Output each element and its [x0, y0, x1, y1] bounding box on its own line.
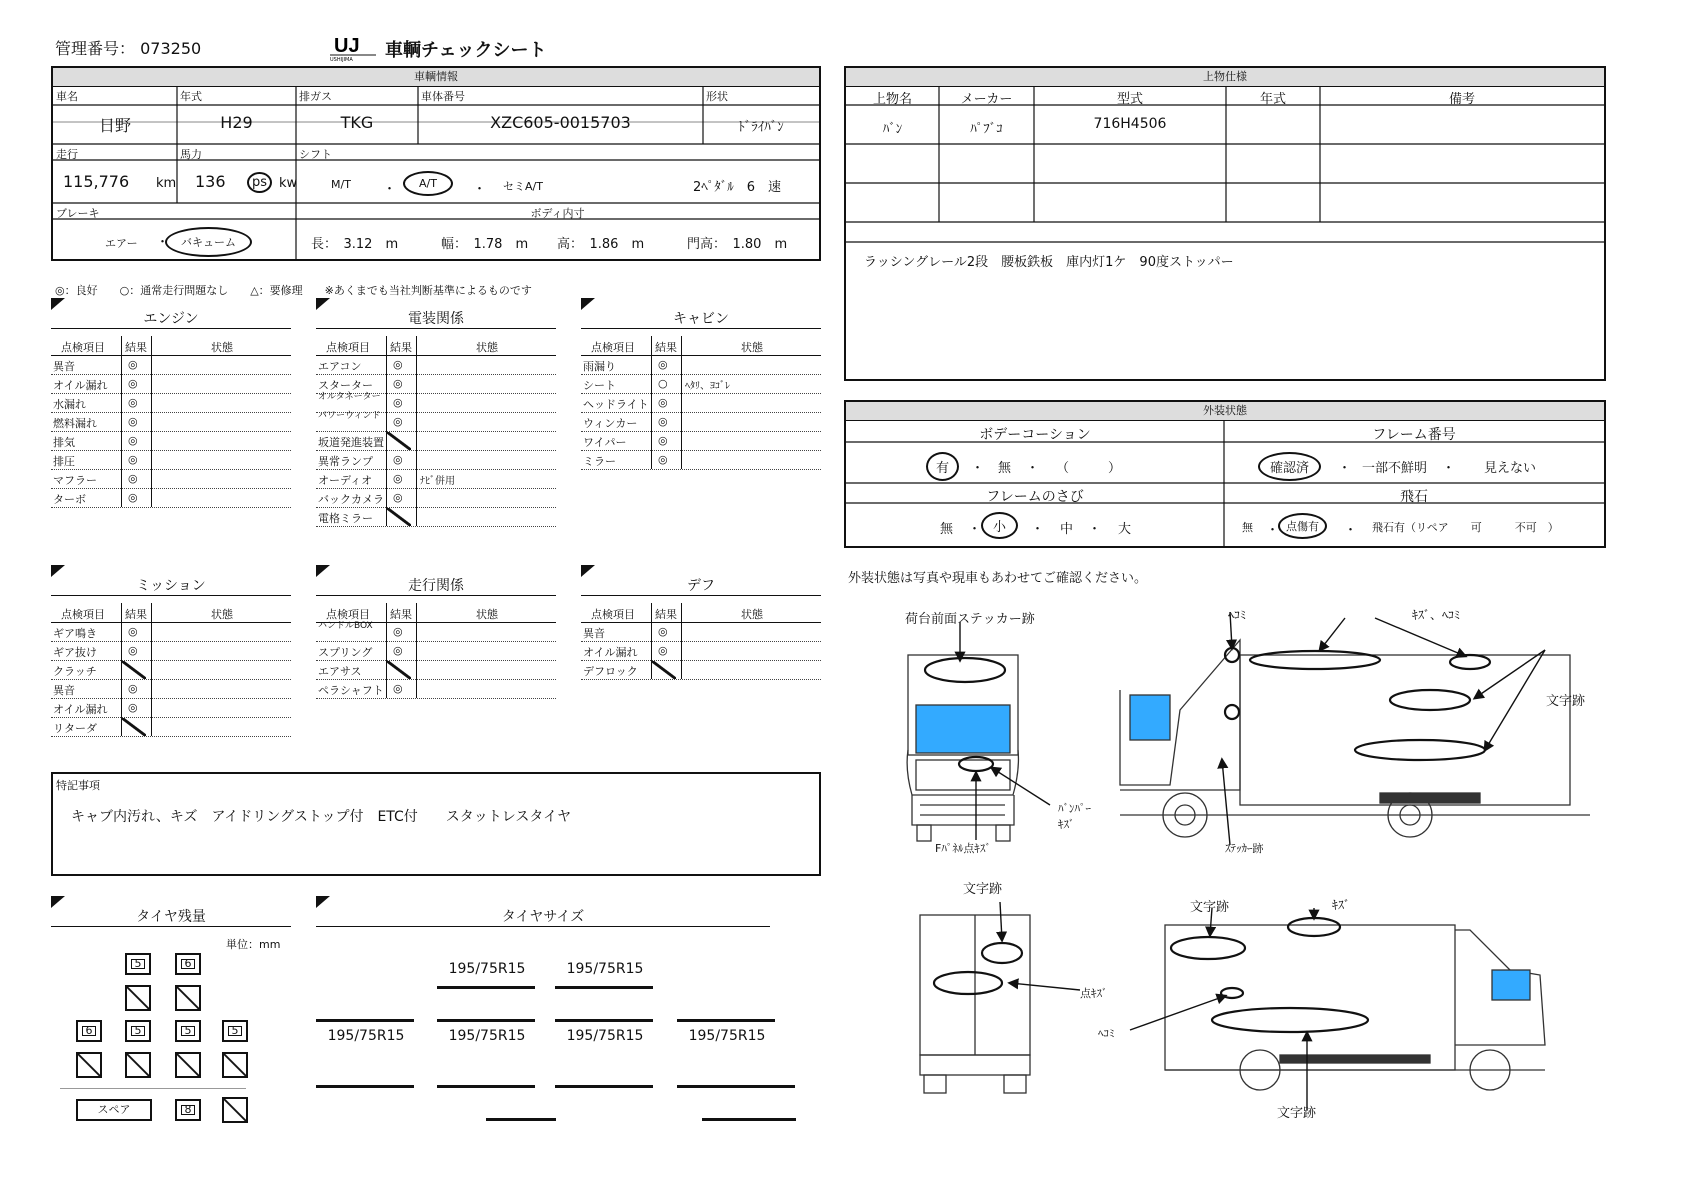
ann-point-scratch: 点ｷｽﾞ — [1080, 987, 1108, 1000]
body-height: 高： 1.86 m — [557, 237, 645, 252]
check-result: ◎ — [393, 377, 403, 390]
check-item: 排気 — [53, 436, 75, 449]
tire-spare-na — [222, 1097, 248, 1123]
vehicle-emission: TKG — [340, 113, 374, 132]
tire-spare-label: スペア — [76, 1099, 152, 1121]
special-notes-panel — [51, 772, 821, 876]
table-row — [51, 469, 291, 489]
check-result: ◎ — [658, 644, 668, 657]
exterior-note: 外装状態は写真や現車もあわせてご確認ください。 — [848, 571, 1148, 586]
table-row — [316, 488, 556, 508]
shift-at: A/T — [403, 171, 453, 196]
cabin-title: キャビン — [581, 308, 821, 329]
label-power: 馬力 — [180, 148, 202, 161]
table-row — [316, 660, 556, 680]
table-row — [581, 450, 821, 470]
table-row — [51, 393, 291, 413]
table-row — [581, 412, 821, 432]
table-row — [316, 355, 556, 375]
ann-fpanel: Fﾊﾟﾈﾙ点ｷｽﾞ — [935, 842, 991, 855]
mission-title: ミッション — [51, 575, 291, 596]
check-item: ギア鳴き — [53, 627, 97, 640]
check-result: ◎ — [128, 625, 138, 638]
tire-size-fl: 195/75R15 — [448, 961, 526, 977]
vehicle-shape: ﾄﾞﾗｲﾊﾞﾝ — [738, 120, 784, 135]
table-row — [51, 355, 291, 375]
electric-title: 電装関係 — [316, 308, 556, 329]
diff-title: デフ — [581, 575, 821, 596]
table-row — [51, 660, 291, 680]
check-item: スターター — [318, 379, 373, 392]
not-applicable-slash — [652, 661, 676, 679]
table-header-row — [581, 336, 821, 356]
frame-confirmed: 確認済 — [1258, 452, 1321, 481]
shift-mt: M/T — [331, 178, 351, 191]
table-row — [51, 717, 291, 737]
not-applicable-slash — [387, 508, 411, 526]
check-item: ターボ — [53, 493, 86, 506]
check-result: ◎ — [128, 377, 138, 390]
check-result: ◎ — [393, 396, 403, 409]
rust-label: フレームのさび — [986, 489, 1084, 505]
check-item: 異音 — [53, 360, 75, 373]
col-header-item: 点検項目 — [591, 341, 635, 354]
table-row — [316, 450, 556, 470]
table-row — [316, 431, 556, 451]
power-value: 136 — [195, 172, 226, 191]
upper-col-maker: メーカー — [960, 92, 1013, 107]
check-item: 坂道発進装置 — [318, 436, 384, 449]
col-header-result: 結果 — [390, 341, 412, 354]
legend: ◎：良好 ○：通常走行問題なし △：要修理 ※あくまでも当社判断基準によるものです — [55, 284, 532, 297]
table-row — [51, 622, 291, 642]
ann-scratch: ｷｽﾞ — [1332, 898, 1351, 912]
check-state: ﾍﾀﾘ、ﾖｺﾞﾚ — [685, 381, 730, 392]
check-item: マフラー — [53, 474, 97, 487]
col-header-item: 点検項目 — [326, 341, 370, 354]
table-row — [51, 450, 291, 470]
tire-remain-rr-out: 5 — [222, 1020, 248, 1042]
vehicle-info-panel: 車輌情報 車名 年式 排ガス 車体番号 形状 日野 H29 TKG XZC605-0015703 ﾄﾞﾗｲﾊﾞﾝ 走行 馬力 シフト 115,776 km 136 ps kw M/T ・ A/T ・ セミA/T 2ﾍﾟﾀﾞﾙ 6 速 ブレーキ ボディ内寸 エアー ・ バキューム 長： 3.12 m 幅： 1.78 m 高： 1.86 m 門高： 1.80 m — [51, 66, 821, 261]
upper-col-model: 型式 — [1116, 92, 1143, 107]
exterior-header: 外装状態 — [846, 402, 1604, 421]
table-row — [581, 355, 821, 375]
body-coat-paren: （ ） — [1056, 461, 1122, 476]
check-item: 燃料漏れ — [53, 417, 97, 430]
not-applicable-slash — [122, 718, 146, 736]
check-item: エアコン — [318, 360, 362, 373]
shift-pedal: 2ﾍﾟﾀﾞﾙ 6 速 — [693, 180, 782, 195]
table-row — [316, 412, 556, 432]
check-result: ◎ — [393, 415, 403, 428]
check-item: バックカメラ — [318, 493, 384, 506]
table-row — [316, 622, 556, 642]
check-result: ◎ — [128, 358, 138, 371]
check-item: ヘッドライト — [583, 398, 649, 411]
cabin-table — [581, 336, 821, 469]
check-item: スプリング — [318, 646, 373, 659]
check-result: ◎ — [128, 472, 138, 485]
col-header-state: 状態 — [211, 341, 233, 354]
col-header-result: 結果 — [655, 608, 677, 621]
drive-table — [316, 603, 556, 698]
label-shape: 形状 — [706, 90, 728, 103]
table-row — [316, 641, 556, 661]
mission-table — [51, 603, 291, 736]
table-header-row — [316, 336, 556, 356]
check-result: ◎ — [393, 625, 403, 638]
col-header-state: 状態 — [476, 341, 498, 354]
check-result: ◎ — [658, 358, 668, 371]
check-result: ◎ — [128, 701, 138, 714]
not-applicable-slash — [387, 661, 411, 679]
col-header-state: 状態 — [476, 608, 498, 621]
label-name: 車名 — [56, 90, 78, 103]
tire-remain-na-6 — [222, 1052, 248, 1078]
rust-small: 小 — [981, 512, 1018, 539]
table-row — [316, 374, 556, 394]
engine-title: エンジン — [51, 308, 291, 329]
col-header-state: 状態 — [211, 608, 233, 621]
tire-size-rl-out: 195/75R15 — [327, 1028, 405, 1044]
check-item: 排圧 — [53, 455, 75, 468]
check-item: ペラシャフト — [318, 684, 384, 697]
table-row — [316, 393, 556, 413]
special-text: キャブ内汚れ、キズ アイドリングストップ付 ETC付 スタットレスタイヤ — [71, 809, 572, 825]
ann-dent-side: ﾍｺﾐ — [1098, 1027, 1115, 1040]
shift-semi: セミA/T — [503, 180, 543, 193]
check-item: リターダ — [53, 722, 97, 735]
electric-table — [316, 336, 556, 526]
upper-maker: ﾊﾟﾌﾞｺ — [970, 122, 1003, 137]
label-year: 年式 — [180, 90, 202, 103]
table-row — [316, 507, 556, 527]
table-row — [51, 641, 291, 661]
check-item: シート — [583, 379, 616, 392]
check-result: ◎ — [393, 472, 403, 485]
tire-remain-title: タイヤ残量 — [51, 906, 291, 927]
table-row — [51, 698, 291, 718]
check-result: ◎ — [658, 453, 668, 466]
check-item: ミラー — [583, 455, 616, 468]
engine-table — [51, 336, 291, 507]
tire-remain-na-1 — [125, 985, 151, 1011]
col-header-result: 結果 — [390, 608, 412, 621]
col-header-result: 結果 — [125, 341, 147, 354]
tire-remain-na-5 — [175, 1052, 201, 1078]
brake-vacuum: バキューム — [165, 227, 252, 257]
tire-remain-rr-in: 5 — [175, 1020, 201, 1042]
tire-size-rl-in: 195/75R15 — [448, 1028, 526, 1044]
ann-sticker: ｽﾃｯｶｰ跡 — [1225, 842, 1264, 855]
vehicle-chassis: XZC605-0015703 — [490, 113, 631, 132]
col-header-item: 点検項目 — [591, 608, 635, 621]
check-item: ウィンカー — [583, 417, 638, 430]
check-result: ◎ — [128, 396, 138, 409]
ann-letters-side: 文字跡 — [1190, 900, 1230, 915]
table-header-row — [51, 603, 291, 623]
vehicle-year: H29 — [220, 113, 253, 132]
mgmt-label: 管理番号： 073250 — [55, 39, 202, 58]
check-item: 水漏れ — [53, 398, 86, 411]
tire-spare-value: 8 — [175, 1099, 201, 1121]
stone-yes: 飛石有（リペア 可 不可 ） — [1372, 521, 1559, 534]
body-width: 幅： 1.78 m — [441, 237, 529, 252]
body-coat-yes: 有 — [926, 452, 959, 481]
truck-diagrams — [820, 590, 1620, 1130]
special-label: 特記事項 — [56, 779, 100, 792]
frame-no-label: フレーム番号 — [1372, 427, 1456, 443]
stone-pit: 点傷有 — [1278, 513, 1327, 539]
body-coat-no: 無 — [998, 461, 1012, 476]
tire-remain-rl-out: 6 — [76, 1020, 102, 1042]
col-header-item: 点検項目 — [326, 608, 370, 621]
check-item: 電格ミラー — [318, 512, 373, 525]
check-result: ◎ — [128, 453, 138, 466]
check-item: ハンドルBOX — [318, 621, 373, 631]
table-row — [316, 679, 556, 699]
check-item: オイル漏れ — [53, 703, 108, 716]
check-result: ◎ — [128, 434, 138, 447]
check-result: ◎ — [658, 415, 668, 428]
ann-scratch-dent: ｷｽﾞ、ﾍｺﾐ — [1412, 608, 1461, 622]
mileage-value: 115,776 — [63, 172, 130, 191]
table-row — [581, 393, 821, 413]
ann-letters-rear: 文字跡 — [963, 882, 1003, 897]
check-result: ◎ — [128, 491, 138, 504]
tire-remain-fr: 6 — [175, 953, 201, 975]
upper-col-remarks: 備考 — [1448, 92, 1475, 107]
stone-label: 飛石 — [1400, 489, 1428, 505]
col-header-item: 点検項目 — [61, 608, 105, 621]
table-row — [581, 660, 821, 680]
not-applicable-slash — [122, 661, 146, 679]
ann-letters-bottom: 文字跡 — [1277, 1106, 1317, 1121]
stone-none: 無 — [1242, 521, 1253, 534]
table-row — [51, 374, 291, 394]
label-shift: シフト — [299, 148, 332, 161]
check-result: ◎ — [393, 453, 403, 466]
check-item: デフロック — [583, 665, 638, 678]
check-result: ◎ — [658, 396, 668, 409]
check-result: ◎ — [658, 625, 668, 638]
table-header-row — [581, 603, 821, 623]
mileage-unit: km — [156, 176, 177, 191]
frame-partly: 一部不鮮明 — [1362, 461, 1428, 476]
table-row — [51, 431, 291, 451]
diff-table — [581, 603, 821, 679]
table-row — [51, 488, 291, 508]
label-chassis: 車体番号 — [421, 90, 465, 103]
col-header-state: 状態 — [741, 608, 763, 621]
check-item: パワーウィンド — [318, 411, 381, 421]
frame-invisible: 見えない — [1484, 461, 1537, 476]
upper-col-year: 年式 — [1259, 92, 1286, 107]
check-item: オイル漏れ — [53, 379, 108, 392]
label-mileage: 走行 — [56, 148, 78, 161]
table-row — [581, 374, 821, 394]
check-result: ◎ — [393, 491, 403, 504]
svg-text:UJ: UJ — [334, 35, 360, 57]
tire-unit: 単位：mm — [226, 938, 281, 951]
check-result: ○ — [658, 377, 668, 390]
check-state: ﾅﾋﾞ併用 — [420, 476, 455, 487]
vehicle-info-header: 車輌情報 — [53, 68, 819, 87]
col-header-result: 結果 — [125, 608, 147, 621]
mgmt-number: 073250 — [140, 39, 202, 58]
check-result: ◎ — [658, 434, 668, 447]
table-row — [316, 469, 556, 489]
check-item: オーディオ — [318, 474, 373, 487]
check-item: オイル漏れ — [583, 646, 638, 659]
tire-remain-fl: 5 — [125, 953, 151, 975]
upper-model: 716H4506 — [1093, 116, 1167, 132]
table-header-row — [316, 603, 556, 623]
rust-big: 大 — [1118, 522, 1132, 537]
check-result: ◎ — [128, 644, 138, 657]
tire-size-rr-in: 195/75R15 — [566, 1028, 644, 1044]
label-emission: 排ガス — [299, 90, 332, 103]
col-header-item: 点検項目 — [61, 341, 105, 354]
tire-remain-na-2 — [175, 985, 201, 1011]
check-item: オルタネーター — [318, 392, 381, 402]
check-item: 雨漏り — [583, 360, 616, 373]
table-header-row — [51, 336, 291, 356]
tire-size-title: タイヤサイズ — [316, 906, 770, 927]
check-item: ギア抜け — [53, 646, 97, 659]
body-length: 長： 3.12 m — [311, 237, 399, 252]
page-title: 車輌チェックシート — [385, 40, 547, 61]
tire-size-rr-out: 195/75R15 — [688, 1028, 766, 1044]
check-result: ◎ — [128, 415, 138, 428]
check-result: ◎ — [128, 682, 138, 695]
body-coat-label: ボデーコーション — [979, 427, 1091, 443]
company-logo — [328, 32, 378, 62]
ann-bumper: ﾊﾞﾝﾊﾟｰ ｷｽﾞ — [1058, 802, 1091, 831]
rust-mid: 中 — [1060, 522, 1074, 537]
table-row — [581, 431, 821, 451]
check-item: 異音 — [53, 684, 75, 697]
upper-name: ﾊﾞﾝ — [882, 122, 903, 137]
vehicle-name: 日野 — [98, 116, 131, 135]
ann-front-sticker: 荷台前面ステッカー跡 — [905, 612, 1035, 627]
upper-spec-panel — [844, 66, 1606, 381]
check-item: クラッチ — [53, 665, 97, 678]
brake-air: エアー — [105, 237, 138, 250]
table-row — [51, 679, 291, 699]
table-row — [581, 641, 821, 661]
tire-remain-na-3 — [76, 1052, 102, 1078]
upper-note: ラッシングレール2段 腰板鉄板 庫内灯1ケ 90度ストッパー — [864, 255, 1234, 270]
rust-none: 無 — [940, 522, 954, 537]
check-result: ◎ — [393, 358, 403, 371]
svg-text:USHIJIMA: USHIJIMA — [330, 57, 353, 62]
ann-letters-top: 文字跡 — [1546, 694, 1586, 709]
power-ps: ps — [247, 172, 272, 193]
col-header-state: 状態 — [741, 341, 763, 354]
exterior-panel: 外装状態 ボデーコーション フレーム番号 有 ・ 無 ・ （ ） 確認済 ・ 一部不鮮明 ・ 見えない フレームのさび 飛石 無 ・ 小 ・ 中 ・ 大 無 ・ 点傷有 ・ 飛石有（リペア 可 不可 ） — [844, 400, 1606, 548]
tire-size-fr: 195/75R15 — [566, 961, 644, 977]
upper-col-name: 上物名 — [872, 92, 912, 107]
check-item: 異音 — [583, 627, 605, 640]
upper-spec-header: 上物仕様 — [846, 68, 1604, 87]
check-item: ワイパー — [583, 436, 627, 449]
label-brake: ブレーキ — [56, 207, 100, 220]
label-body: ボディ内寸 — [530, 207, 585, 220]
power-kw: kw — [279, 176, 298, 191]
col-header-result: 結果 — [655, 341, 677, 354]
check-result: ◎ — [393, 682, 403, 695]
ann-dent-top: ﾍｺﾐ — [1228, 608, 1247, 622]
drive-title: 走行関係 — [316, 575, 556, 596]
body-door-height: 門高： 1.80 m — [687, 237, 788, 252]
check-item: エアサス — [318, 665, 362, 678]
table-row — [51, 412, 291, 432]
check-item: 異常ランプ — [318, 455, 373, 468]
tire-remain-na-4 — [125, 1052, 151, 1078]
tire-remain-rl-in: 5 — [125, 1020, 151, 1042]
table-row — [581, 622, 821, 642]
check-result: ◎ — [393, 644, 403, 657]
not-applicable-slash — [387, 432, 411, 450]
